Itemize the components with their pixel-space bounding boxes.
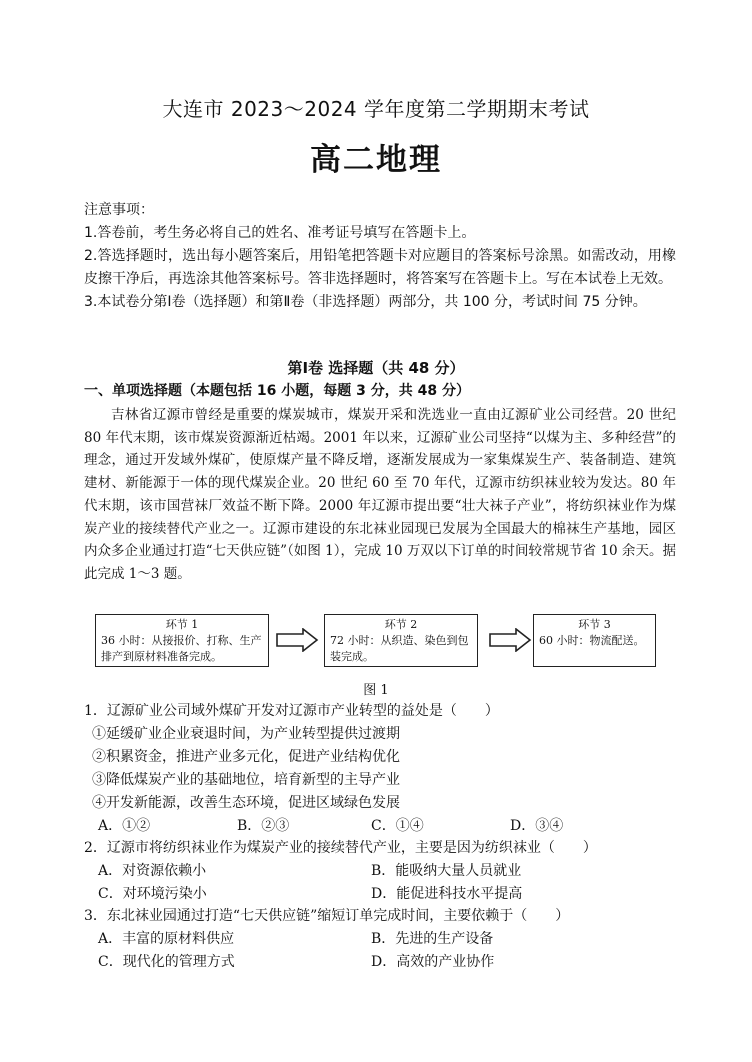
arrow-right-icon xyxy=(488,628,532,652)
exam-title: 大连市 2023～2024 学年度第二学期期末考试 xyxy=(162,97,590,121)
figure-caption: 图 1 xyxy=(363,683,389,698)
flow-step-1 xyxy=(95,614,269,667)
q1-option-a[interactable]: A．①② xyxy=(98,818,151,834)
notes-heading: 注意事项： xyxy=(84,202,154,218)
question-1-stem: 1．辽源矿业公司域外煤矿开发对辽源市产业转型的益处是（ ） xyxy=(84,703,499,719)
question-3-stem: 3．东北袜业园通过打造“七天供应链”缩短订单完成时间，主要依赖于（ ） xyxy=(84,908,570,924)
q1-option-b[interactable]: B．②③ xyxy=(237,818,290,834)
reading-passage xyxy=(84,404,676,586)
q1-option-d[interactable]: D．③④ xyxy=(510,818,564,834)
note-item-3: 3.本试卷分第Ⅰ卷（选择题）和第Ⅱ卷（非选择题）两部分，共 100 分，考试时间 75 分钟。 xyxy=(84,294,647,310)
passage-text: 吉林省辽源市曾经是重要的煤炭城市，煤炭开采和洗选业一直由辽源矿业公司经营。20 世纪 80 年代末期，该市煤炭资源渐近枯竭。2001 年以来，辽源矿业公司坚持“以煤为主、多种经营”的理念，通过开发域外煤矿，使原煤产量不降反增，逐渐发展成为一家集煤炭生产、装备制造、建筑建材、新能源于一体的现代煤炭企业。20 世纪 60 至 70 年代，辽源市纺织袜业较为发达。80 年代末期，该市国营袜厂效益不断下降。2000 年辽源市提出要“壮大袜子产业”，将纺织袜业作为煤炭产业的接续替代产业之一。辽源市建设的东北袜业园现已发展为全国最大的棉袜生产基地，园区内众多企业通过打造“七天供应链”（如图 1），完成 10 万双以下订单的时间较常规节省 10 余天。据此完成 1～3 题。 xyxy=(84,407,676,582)
flow-step-3 xyxy=(533,614,656,667)
q2-option-d[interactable]: D．能促进科技水平提高 xyxy=(371,886,523,902)
q2-option-c[interactable]: C．对环境污染小 xyxy=(98,886,207,902)
subject-title: 高二地理 xyxy=(310,142,442,178)
q3-option-b[interactable]: B．先进的生产设备 xyxy=(371,931,494,947)
q1-statement-1: ①延缓矿业企业衰退时间，为产业转型提供过渡期 xyxy=(92,726,400,742)
q1-statement-3: ③降低煤炭产业的基础地位，培育新型的主导产业 xyxy=(92,772,400,788)
flow-step-title: 环节 2 xyxy=(384,618,418,631)
q2-option-b[interactable]: B．能吸纳大量人员就业 xyxy=(371,863,522,879)
q1-option-c[interactable]: C．①④ xyxy=(371,818,424,834)
q2-option-a[interactable]: A．对资源依赖小 xyxy=(98,863,207,879)
notes-block xyxy=(84,199,676,314)
flow-step-title: 环节 1 xyxy=(165,618,199,631)
flow-step-2 xyxy=(324,614,478,667)
q3-option-a[interactable]: A．丰富的原材料供应 xyxy=(98,931,235,947)
part-heading: 一、单项选择题（本题包括 16 小题，每题 3 分，共 48 分） xyxy=(84,383,470,399)
note-item-2: 2.答选择题时，选出每小题答案后，用铅笔把答题卡对应题目的答案标号涂黑。如需改动，用橡皮擦干净后，再选涂其他答案标号。答非选择题时，将答案写在答题卡上。写在本试卷上无效。 xyxy=(84,248,676,287)
arrow-right-icon xyxy=(275,628,319,652)
q3-option-c[interactable]: C．现代化的管理方式 xyxy=(98,954,235,970)
flow-step-text: 72 小时：从织造、染色到包装完成。 xyxy=(330,634,469,663)
q3-option-d[interactable]: D．高效的产业协作 xyxy=(371,954,495,970)
q1-statement-4: ④开发新能源，改善生态环境，促进区域绿色发展 xyxy=(92,795,400,811)
flow-step-title: 环节 3 xyxy=(578,618,611,631)
flow-step-text: 60 小时：物流配送。 xyxy=(539,634,645,647)
section-title: 第Ⅰ卷 选择题（共 48 分） xyxy=(287,359,465,377)
note-item-1: 1.答卷前，考生务必将自己的姓名、准考证号填写在答题卡上。 xyxy=(84,225,476,241)
question-2-stem: 2．辽源市将纺织袜业作为煤炭产业的接续替代产业，主要是因为纺织袜业（ ） xyxy=(84,840,597,856)
q1-statement-2: ②积累资金，推进产业多元化，促进产业结构优化 xyxy=(92,749,400,765)
flow-step-text: 36 小时：从接报价、打称、生产排产到原材料准备完成。 xyxy=(101,634,262,663)
